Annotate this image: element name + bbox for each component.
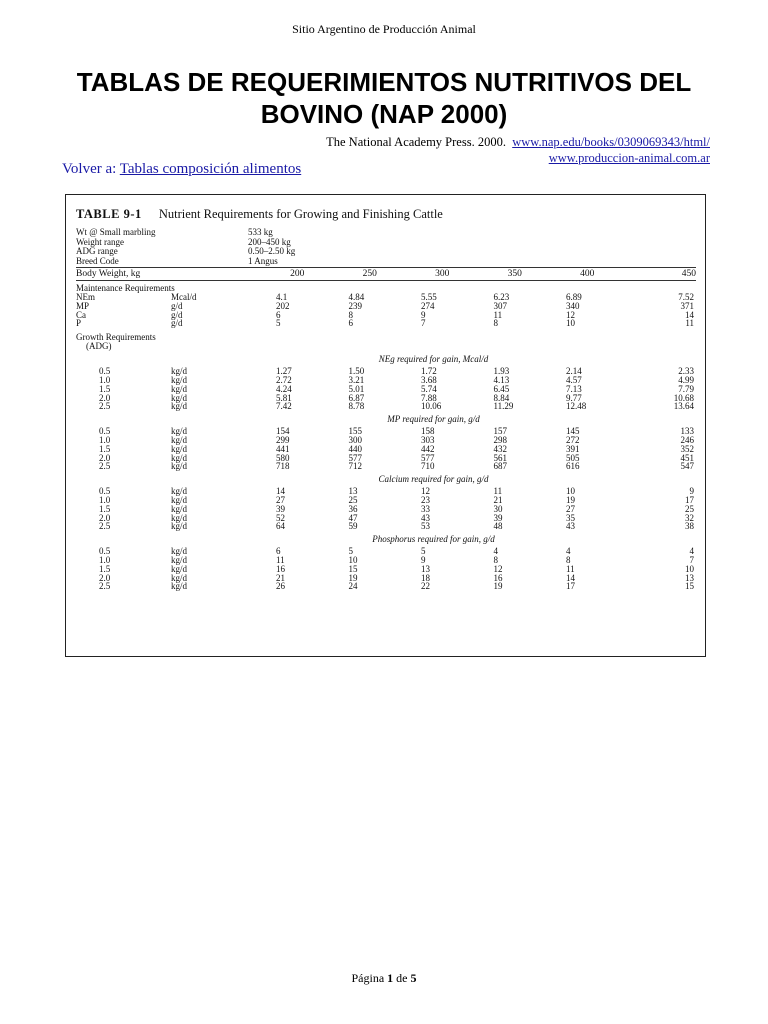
growth-groups (76, 354, 696, 591)
row-value: 145 (566, 426, 580, 437)
row-unit: g/d (171, 318, 183, 329)
group-heading: NEg required for gain, Mcal/d (378, 354, 489, 365)
row-value: 340 (566, 300, 580, 311)
meta-row (76, 228, 696, 238)
row-value: 1.27 (276, 366, 292, 377)
meta-key: Wt @ Small marbling (76, 227, 156, 237)
group-heading: Calcium required for gain, g/d (378, 474, 489, 485)
row-value: 9 (421, 554, 426, 565)
row-label: 0.5 (99, 426, 111, 437)
row-value: 10 (685, 563, 694, 574)
row-value: 32 (685, 512, 694, 523)
row-value: 5 (276, 318, 281, 329)
body-weight-col: 300 (435, 269, 450, 279)
row-value: 246 (680, 434, 694, 445)
row-value: 5.74 (421, 383, 437, 394)
row-unit: kg/d (171, 486, 188, 497)
table-row (76, 505, 696, 514)
row-value: 8 (493, 318, 498, 329)
row-unit: kg/d (171, 503, 188, 514)
row-value: 43 (566, 521, 575, 532)
row-value: 11 (493, 486, 503, 497)
group-heading: MP required for gain, g/d (387, 414, 480, 425)
row-value: 9 (689, 486, 694, 497)
row-value: 35 (566, 512, 575, 523)
row-unit: kg/d (171, 546, 188, 557)
row-value: 10 (348, 554, 358, 565)
source-text: The National Academy Press. 2000. (326, 135, 506, 149)
row-value: 6 (276, 309, 281, 320)
row-value: 4.13 (493, 374, 510, 385)
row-value: 432 (493, 443, 507, 454)
row-value: 36 (348, 503, 358, 514)
table-row (76, 514, 696, 523)
row-value: 4 (493, 546, 498, 557)
growth-label: Growth Requirements (76, 332, 156, 343)
row-value: 6.45 (493, 383, 510, 394)
table-row (76, 402, 696, 411)
row-value: 7 (421, 318, 426, 329)
table-row (76, 547, 696, 556)
meta-key: Breed Code (76, 255, 119, 266)
row-value: 307 (493, 300, 507, 311)
row-value: 7.88 (421, 392, 437, 403)
table-row (76, 311, 696, 320)
row-value: 13 (348, 486, 358, 497)
row-unit: kg/d (171, 374, 188, 385)
row-value: 6.89 (566, 292, 582, 302)
row-value: 239 (348, 300, 362, 311)
row-value: 616 (566, 461, 580, 472)
maintenance-label: Maintenance Requirements (76, 283, 175, 293)
body-weight-col: 350 (507, 269, 522, 279)
row-unit: kg/d (171, 563, 188, 574)
meta-value: 0.50–2.50 kg (248, 246, 296, 256)
row-unit: g/d (171, 300, 183, 311)
row-label: 0.5 (99, 486, 111, 497)
row-value: 8 (493, 554, 498, 565)
row-value: 21 (493, 494, 503, 505)
row-value: 8.84 (493, 392, 510, 403)
table-row (76, 293, 696, 302)
row-value: 8.78 (348, 401, 365, 412)
row-value: 2.72 (276, 374, 292, 385)
row-value: 4.24 (276, 383, 292, 394)
row-value: 12.48 (566, 401, 587, 412)
row-value: 52 (276, 512, 285, 523)
row-label: 2.5 (99, 461, 111, 472)
row-value: 7.79 (678, 383, 694, 394)
table-row (76, 445, 696, 454)
row-unit: g/d (171, 309, 183, 320)
row-value: 39 (493, 512, 503, 523)
nutrient-table (76, 207, 696, 593)
row-label: 1.5 (99, 383, 111, 394)
row-value: 5.01 (348, 383, 365, 394)
row-value: 25 (348, 494, 358, 505)
row-value: 4 (689, 546, 694, 557)
row-unit: kg/d (171, 521, 188, 532)
row-value: 22 (421, 581, 430, 592)
row-unit: kg/d (171, 383, 188, 394)
row-value: 5 (348, 546, 353, 557)
row-value: 23 (421, 494, 430, 505)
row-unit: kg/d (171, 572, 188, 583)
body-weight-col: 200 (290, 269, 305, 279)
table-row (76, 427, 696, 436)
row-value: 11 (685, 318, 694, 329)
row-value: 16 (276, 563, 285, 574)
row-value: 202 (276, 300, 290, 311)
growth-group (76, 534, 696, 591)
row-value: 17 (685, 494, 694, 505)
footer-total: 5 (410, 971, 417, 985)
row-value: 712 (348, 461, 362, 472)
meta-value: 200–450 kg (248, 236, 291, 247)
meta-value: 1 Angus (248, 255, 278, 266)
row-value: 38 (685, 521, 694, 532)
row-value: 299 (276, 434, 290, 445)
row-label: P (76, 318, 82, 329)
row-value: 154 (276, 426, 290, 437)
row-value: 1.93 (493, 366, 510, 377)
table-caption (76, 207, 696, 222)
row-value: 451 (680, 452, 694, 463)
row-unit: kg/d (171, 554, 188, 565)
row-value: 11 (493, 309, 503, 320)
row-value: 4.99 (678, 374, 694, 385)
row-value: 12 (493, 563, 503, 574)
row-value: 577 (421, 452, 435, 463)
meta-row (76, 257, 696, 267)
row-value: 352 (680, 443, 694, 454)
row-label: 2.0 (99, 512, 111, 523)
row-value: 8 (348, 309, 353, 320)
row-value: 25 (685, 503, 694, 514)
row-value: 18 (421, 572, 430, 583)
row-value: 8 (566, 554, 571, 565)
row-label: NEm (76, 292, 95, 302)
row-label: 2.0 (99, 572, 111, 583)
row-value: 2.33 (678, 366, 694, 377)
row-value: 4.1 (276, 292, 288, 302)
footer-mid: de (396, 971, 408, 985)
row-value: 39 (276, 503, 285, 514)
row-value: 12 (566, 309, 575, 320)
row-value: 16 (493, 572, 503, 583)
body-weight-col: 400 (580, 269, 595, 279)
row-unit: kg/d (171, 426, 188, 437)
row-value: 6 (276, 546, 281, 557)
row-unit: kg/d (171, 512, 188, 523)
row-value: 10 (566, 486, 575, 497)
row-unit: Mcal/d (171, 292, 197, 302)
row-value: 7.13 (566, 383, 582, 394)
row-value: 391 (566, 443, 580, 454)
row-label: 0.5 (99, 546, 111, 557)
row-value: 4.84 (348, 292, 365, 302)
row-value: 21 (276, 572, 285, 583)
growth-group (76, 474, 696, 531)
row-value: 5.81 (276, 392, 292, 403)
row-value: 155 (348, 426, 362, 437)
table-meta (76, 228, 696, 266)
row-value: 15 (685, 581, 694, 592)
row-value: 7.52 (678, 292, 694, 302)
row-value: 2.14 (566, 366, 582, 377)
table-row (76, 385, 696, 394)
adg-label: (ADG) (86, 341, 112, 352)
row-value: 440 (348, 443, 362, 454)
table-row (76, 487, 696, 496)
row-label: 1.0 (99, 374, 111, 385)
row-value: 30 (493, 503, 503, 514)
site-header: Sitio Argentino de Producción Animal (292, 22, 476, 36)
row-value: 14 (685, 309, 694, 320)
row-label: 1.5 (99, 563, 111, 574)
row-value: 442 (421, 443, 435, 454)
table-row (76, 394, 696, 403)
row-unit: kg/d (171, 434, 188, 445)
row-value: 33 (421, 503, 430, 514)
row-value: 158 (421, 426, 435, 437)
row-value: 12 (421, 486, 430, 497)
row-value: 300 (348, 434, 362, 445)
row-value: 17 (566, 581, 575, 592)
row-value: 371 (680, 300, 694, 311)
row-value: 3.68 (421, 374, 437, 385)
row-value: 10.68 (673, 392, 694, 403)
row-unit: kg/d (171, 443, 188, 454)
row-unit: kg/d (171, 581, 188, 592)
table-number: TABLE 9-1 (76, 207, 142, 221)
row-value: 7 (689, 554, 694, 565)
row-unit: kg/d (171, 392, 188, 403)
row-value: 43 (421, 512, 430, 523)
row-value: 7.42 (276, 401, 292, 412)
footer-prefix: Página (351, 971, 385, 985)
row-value: 298 (493, 434, 507, 445)
row-label: 1.0 (99, 554, 111, 565)
growth-group (76, 354, 696, 411)
row-value: 1.72 (421, 366, 437, 377)
body-weight-header (76, 267, 696, 281)
source-block (326, 134, 710, 166)
table-row (76, 367, 696, 376)
row-value: 274 (421, 300, 435, 311)
row-value: 5.55 (421, 292, 437, 302)
row-value: 4 (566, 546, 571, 557)
row-value: 19 (348, 572, 358, 583)
row-value: 9 (421, 309, 426, 320)
row-value: 19 (566, 494, 575, 505)
meta-key: ADG range (76, 246, 118, 256)
row-label: Ca (76, 309, 86, 320)
row-label: 2.0 (99, 392, 111, 403)
row-value: 13 (685, 572, 694, 583)
row-label: 0.5 (99, 366, 111, 377)
row-value: 14 (276, 486, 285, 497)
maintenance-rows (76, 293, 696, 328)
row-value: 53 (421, 521, 430, 532)
row-value: 577 (348, 452, 362, 463)
table-row (76, 454, 696, 463)
row-value: 11.29 (493, 401, 514, 412)
row-label: 1.0 (99, 434, 111, 445)
row-value: 10 (566, 318, 575, 329)
page-footer (0, 971, 768, 986)
produccion-animal-link[interactable]: www.produccion-animal.com.ar (548, 151, 710, 165)
row-value: 11 (276, 554, 285, 565)
row-value: 48 (493, 521, 503, 532)
row-label: 2.5 (99, 401, 111, 412)
row-value: 47 (348, 512, 358, 523)
footer-page: 1 (387, 971, 394, 985)
row-value: 6.23 (493, 292, 510, 302)
row-value: 11 (566, 563, 575, 574)
table-row (76, 565, 696, 574)
growth-group (76, 414, 696, 471)
row-value: 5 (421, 546, 426, 557)
row-unit: kg/d (171, 452, 188, 463)
row-unit: kg/d (171, 461, 188, 472)
meta-row (76, 247, 696, 257)
row-value: 580 (276, 452, 290, 463)
row-value: 27 (566, 503, 575, 514)
row-label: 1.0 (99, 494, 111, 505)
table-row (76, 436, 696, 445)
table-row (76, 302, 696, 311)
table-row (76, 556, 696, 565)
row-label: 1.5 (99, 443, 111, 454)
row-value: 303 (421, 434, 435, 445)
row-unit: kg/d (171, 494, 188, 505)
row-value: 13.64 (673, 401, 694, 412)
row-value: 15 (348, 563, 358, 574)
body-weight-label: Body Weight, kg (76, 269, 141, 279)
meta-key: Weight range (76, 236, 125, 247)
row-label: 2.5 (99, 521, 111, 532)
row-label: MP (76, 300, 90, 311)
table-title: Nutrient Requirements for Growing and Finishing Cattle (158, 207, 443, 221)
row-value: 272 (566, 434, 580, 445)
nap-link[interactable]: www.nap.edu/books/0309069343/html/ (512, 135, 710, 149)
row-value: 10.06 (421, 401, 442, 412)
row-value: 547 (680, 461, 694, 472)
page-title: TABLAS DE REQUERIMIENTOS NUTRITIVOS DEL BOVINO (NAP 2000) (76, 67, 692, 129)
row-value: 441 (276, 443, 290, 454)
row-value: 9.77 (566, 392, 582, 403)
row-value: 3.21 (348, 374, 365, 385)
row-value: 14 (566, 572, 575, 583)
back-nav (62, 161, 301, 178)
row-value: 27 (276, 494, 285, 505)
row-unit: kg/d (171, 366, 188, 377)
meta-value: 533 kg (248, 227, 273, 237)
table-row (76, 319, 696, 328)
growth-label-block (76, 333, 696, 351)
table-row (76, 376, 696, 385)
row-value: 710 (421, 461, 435, 472)
table-row (76, 496, 696, 505)
row-value: 59 (348, 521, 358, 532)
body-weight-col: 450 (681, 269, 696, 279)
row-label: 2.5 (99, 581, 111, 592)
back-prefix: Volver a: (62, 161, 117, 177)
row-value: 718 (276, 461, 290, 472)
table-row (76, 522, 696, 531)
row-label: 2.0 (99, 452, 111, 463)
table-row (76, 462, 696, 471)
row-value: 13 (421, 563, 430, 574)
row-value: 561 (493, 452, 507, 463)
row-value: 687 (493, 461, 507, 472)
body-weight-col: 250 (362, 269, 377, 279)
table-image-frame (65, 194, 706, 657)
row-value: 64 (276, 521, 285, 532)
row-unit: kg/d (171, 401, 188, 412)
row-label: 1.5 (99, 503, 111, 514)
row-value: 26 (276, 581, 285, 592)
meta-row (76, 238, 696, 248)
row-value: 157 (493, 426, 507, 437)
back-link[interactable]: Tablas composición alimentos (119, 161, 302, 177)
table-row (76, 574, 696, 583)
group-heading: Phosphorus required for gain, g/d (372, 534, 495, 545)
table-row (76, 582, 696, 591)
row-value: 6.87 (348, 392, 365, 403)
row-value: 19 (493, 581, 503, 592)
row-value: 6 (348, 318, 353, 329)
row-value: 24 (348, 581, 358, 592)
row-value: 133 (680, 426, 694, 437)
row-value: 505 (566, 452, 580, 463)
row-value: 4.57 (566, 374, 582, 385)
row-value: 1.50 (348, 366, 365, 377)
